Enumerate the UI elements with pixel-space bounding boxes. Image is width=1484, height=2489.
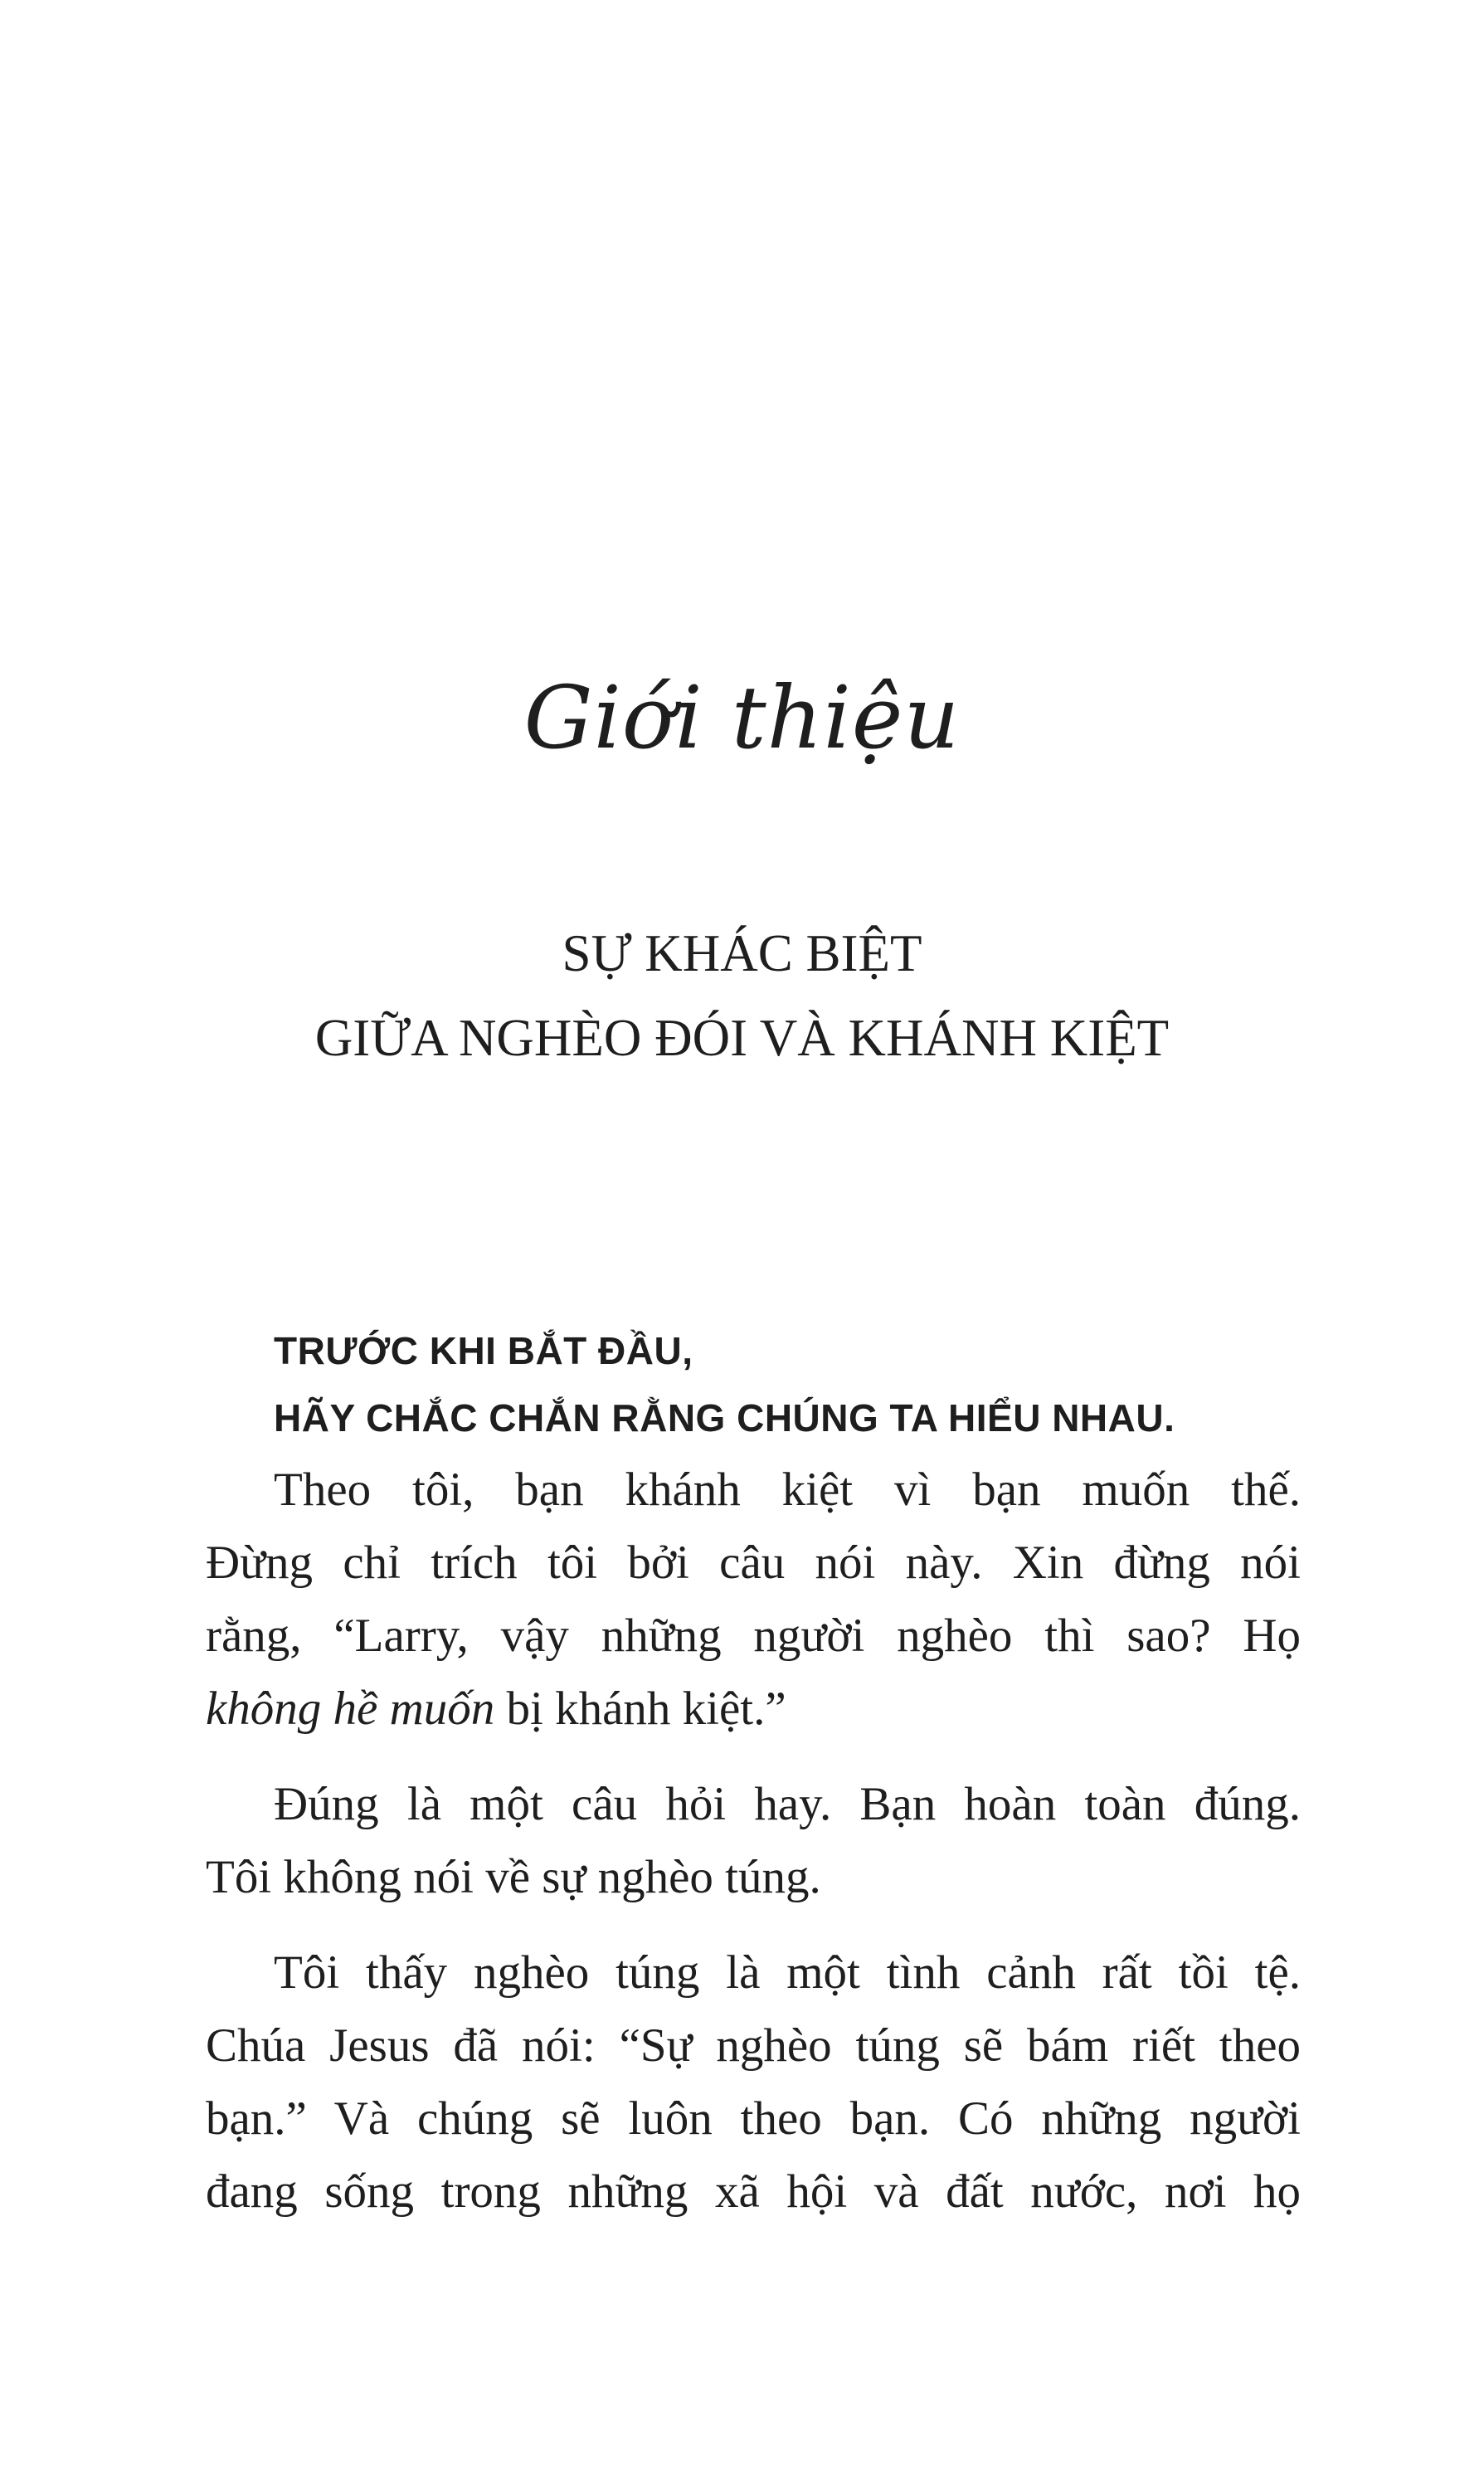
text-line: Đừng chỉ trích tôi bởi câu nói này. Xin đừng nói [206, 1537, 1301, 1589]
text-fragment: bị khánh kiệt.” [494, 1683, 786, 1735]
paragraph [206, 1454, 1301, 1746]
text-line: Tôi không nói về sự nghèo túng. [206, 1851, 821, 1903]
lead-line: TRƯỚC KHI BẮT ĐẦU, [274, 1329, 693, 1372]
lead-line: HÃY CHẮC CHẮN RẰNG CHÚNG TA HIỂU NHAU. [274, 1396, 1175, 1439]
text-line: Theo tôi, bạn khánh kiệt vì bạn muốn thế. [274, 1464, 1301, 1516]
emphasis-text: không hề muốn [206, 1683, 495, 1735]
text-line: bạn.” Và chúng sẽ luôn theo bạn. Có những người [206, 2092, 1301, 2145]
paragraph [206, 1768, 1301, 1914]
text-line: Chúa Jesus đã nói: “Sự nghèo túng sẽ bám riết theo [206, 2019, 1301, 2072]
subtitle-line: GIỮA NGHÈO ĐÓI VÀ KHÁNH KIỆT [314, 1009, 1170, 1067]
lead-heading [274, 1318, 1352, 1452]
text-line: đang sống trong những xã hội và đất nước, nơi họ [206, 2165, 1301, 2218]
text-line: rằng, “Larry, vậy những người nghèo thì sao? Họ [206, 1610, 1301, 1662]
paragraph [206, 1936, 1301, 2228]
text-line [206, 1673, 1301, 1746]
text-line: Đúng là một câu hỏi hay. Bạn hoàn toàn đúng. [274, 1778, 1301, 1830]
text-line: Tôi thấy nghèo túng là một tình cảnh rất tồi tệ. [274, 1946, 1301, 1999]
subtitle-line: SỰ KHÁC BIỆT [562, 924, 922, 982]
body-text [206, 1454, 1301, 2228]
chapter-subtitle [0, 911, 1484, 1080]
chapter-title: Giới thiệu [523, 667, 961, 768]
